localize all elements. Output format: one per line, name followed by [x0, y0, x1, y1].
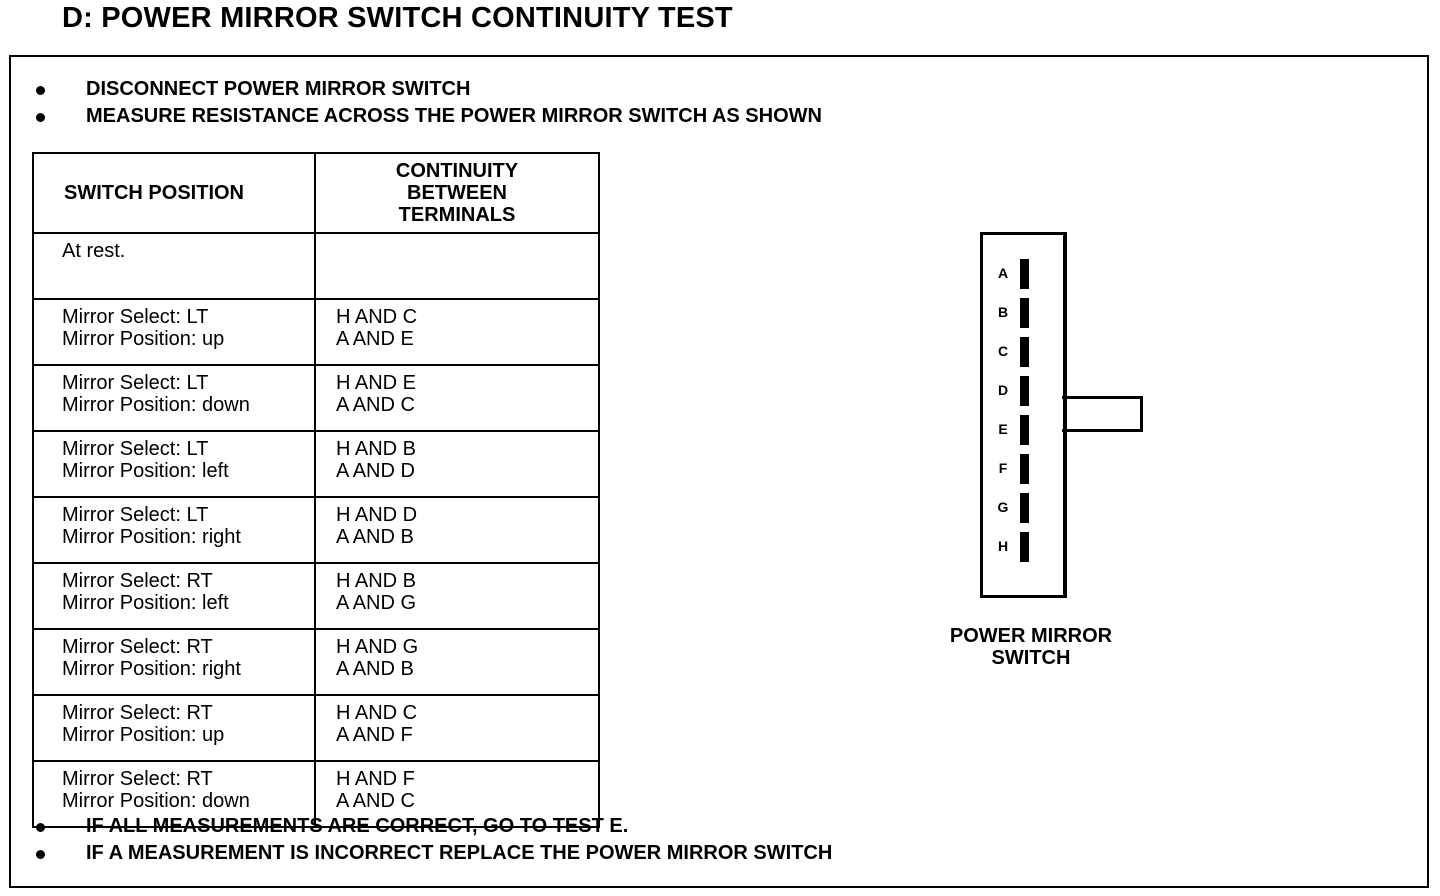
continuity-cell — [315, 695, 599, 761]
continuity-pair: H AND B — [336, 570, 417, 592]
continuity-pair: A AND D — [336, 460, 415, 482]
continuity-cell — [315, 563, 599, 629]
continuity-cell — [315, 233, 599, 299]
table-row — [33, 365, 599, 431]
switch-position-cell — [33, 233, 315, 299]
continuity-pair: H AND C — [336, 306, 418, 328]
switch-position-cell — [33, 629, 315, 695]
terminal-pin-icon — [1020, 493, 1029, 523]
continuity-pair: H AND G — [336, 636, 419, 658]
bullet-icon — [36, 850, 45, 859]
terminal-pin-icon — [1020, 298, 1029, 328]
continuity-table — [32, 152, 600, 828]
bullet-icon — [36, 113, 45, 122]
table-row — [33, 431, 599, 497]
terminal-label: B — [997, 304, 1009, 320]
continuity-cell — [315, 365, 599, 431]
terminal-label: A — [997, 265, 1009, 281]
continuity-cell — [315, 629, 599, 695]
terminal-pin-icon — [1020, 337, 1029, 367]
switch-position-cell — [33, 563, 315, 629]
header-continuity-line: BETWEEN — [407, 182, 507, 204]
mirror-select-line: Mirror Select: LT — [62, 438, 209, 460]
continuity-pair: H AND B — [336, 438, 417, 460]
mirror-select-line: Mirror Select: LT — [62, 306, 209, 328]
mirror-select-line: Mirror Select: LT — [62, 372, 209, 394]
continuity-pair: A AND B — [336, 526, 414, 548]
switch-position-cell — [33, 299, 315, 365]
mirror-select-line: Mirror Select: RT — [62, 570, 213, 592]
instruction-text: DISCONNECT POWER MIRROR SWITCH — [86, 78, 471, 100]
mirror-position-line: Mirror Position: up — [62, 724, 225, 746]
switch-position-cell — [33, 497, 315, 563]
terminal-pin-icon — [1020, 454, 1029, 484]
caption-line: SWITCH — [991, 647, 1071, 669]
continuity-pair: A AND C — [336, 394, 415, 416]
mirror-select-line: Mirror Select: RT — [62, 768, 213, 790]
switch-position-cell — [33, 695, 315, 761]
continuity-pair: A AND E — [336, 328, 414, 350]
bullet-icon — [36, 86, 45, 95]
mirror-position-line: Mirror Position: left — [62, 460, 229, 482]
terminal-pin-icon — [1020, 532, 1029, 562]
page-title: D: POWER MIRROR SWITCH CONTINUITY TEST — [62, 2, 733, 34]
terminal-label: C — [997, 343, 1009, 359]
continuity-pair: H AND E — [336, 372, 417, 394]
mirror-select-line: Mirror Select: RT — [62, 636, 213, 658]
header-continuity-line: TERMINALS — [398, 204, 516, 226]
table-row — [33, 299, 599, 365]
terminal-label: E — [998, 421, 1008, 437]
switch-connector-tab — [1062, 396, 1143, 432]
table-row — [33, 629, 599, 695]
table-header-row — [33, 153, 599, 233]
mirror-position-line: Mirror Position: down — [62, 790, 250, 812]
caption-line: POWER MIRROR — [949, 625, 1113, 647]
instruction-text: IF ALL MEASUREMENTS ARE CORRECT, GO TO TEST E. — [86, 815, 629, 837]
continuity-pair: A AND F — [336, 724, 413, 746]
terminal-label: F — [998, 460, 1008, 476]
terminal-label: G — [997, 499, 1009, 515]
table-row — [33, 563, 599, 629]
mirror-position-line: Mirror Position: up — [62, 328, 225, 350]
terminal-label: H — [997, 538, 1009, 554]
mirror-select-line: Mirror Select: LT — [62, 504, 209, 526]
terminal-pin-icon — [1020, 259, 1029, 289]
instruction-text: IF A MEASUREMENT IS INCORRECT REPLACE THE POWER MIRROR SWITCH — [86, 842, 833, 864]
diagram-caption — [930, 625, 1132, 669]
mirror-select-line: Mirror Select: RT — [62, 702, 213, 724]
table-row — [33, 695, 599, 761]
continuity-cell — [315, 431, 599, 497]
terminal-pin-icon — [1020, 415, 1029, 445]
header-continuity — [315, 153, 599, 233]
header-continuity-line: CONTINUITY — [395, 160, 519, 182]
continuity-cell — [315, 497, 599, 563]
terminal-label: D — [997, 382, 1009, 398]
continuity-pair: A AND B — [336, 658, 414, 680]
header-switch-position: SWITCH POSITION — [33, 153, 315, 233]
switch-position-cell — [33, 365, 315, 431]
table-row — [33, 497, 599, 563]
continuity-cell — [315, 299, 599, 365]
continuity-pair: H AND C — [336, 702, 418, 724]
table-row — [33, 233, 599, 299]
continuity-pair: A AND C — [336, 790, 415, 812]
continuity-pair: H AND D — [336, 504, 418, 526]
mirror-position-line: Mirror Position: right — [62, 658, 241, 680]
terminal-pin-icon — [1020, 376, 1029, 406]
continuity-pair: A AND G — [336, 592, 417, 614]
mirror-position-line: Mirror Position: right — [62, 526, 241, 548]
continuity-pair: H AND F — [336, 768, 415, 790]
mirror-position-line: Mirror Position: left — [62, 592, 229, 614]
mirror-position-line: Mirror Position: down — [62, 394, 250, 416]
position-line: At rest. — [62, 240, 126, 262]
instruction-text: MEASURE RESISTANCE ACROSS THE POWER MIRROR SWITCH AS SHOWN — [86, 105, 822, 127]
bullet-icon — [36, 823, 45, 832]
switch-position-cell — [33, 431, 315, 497]
